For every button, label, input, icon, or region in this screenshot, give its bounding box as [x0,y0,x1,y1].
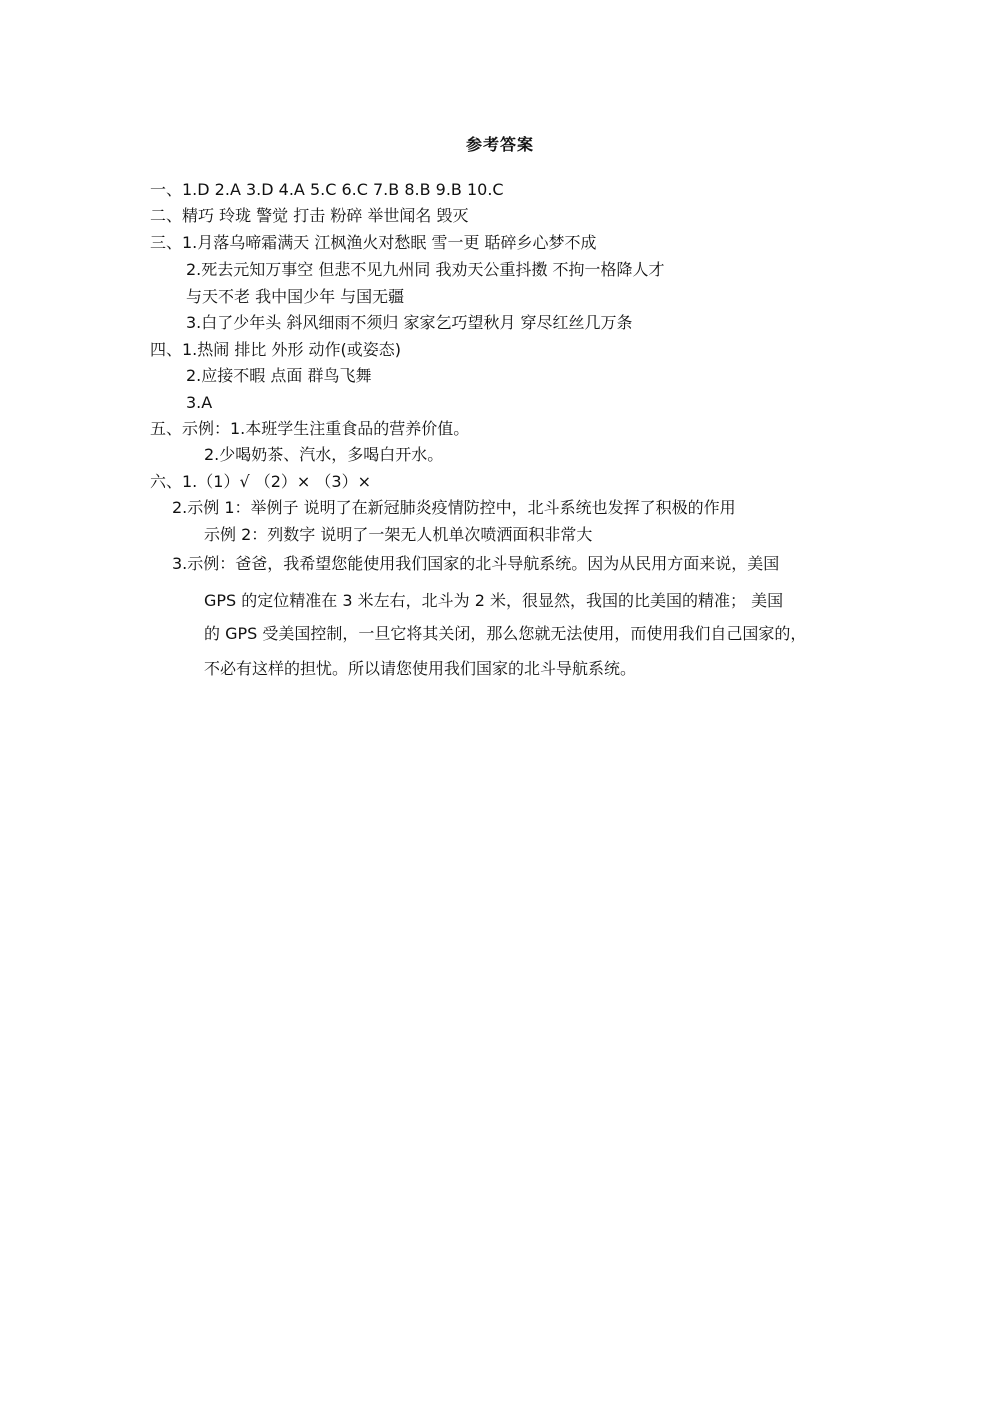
answer-line-section-5-item-2: 2.少喝奶茶、汽水，多喝白开水。 [204,445,444,464]
answer-line-section-6-item-1: 六、1.（1）√ （2）× （3）× [150,472,371,491]
answer-line-section-4-item-1: 四、1.热闹 排比 外形 动作(或姿态) [150,340,402,359]
answer-line-section-6-item-3-cont-2: 的 GPS 受美国控制，一旦它将其关闭，那么您就无法使用，而使用我们自己国家的， [204,624,807,643]
answer-line-section-6-item-2-example-2: 示例 2：列数字 说明了一架无人机单次喷洒面积非常大 [204,525,593,544]
answer-line-section-3-item-2: 2.死去元知万事空 但悲不见九州同 我劝天公重抖擞 不拘一格降人才 [186,260,665,279]
answer-line-section-5-item-1: 五、示例：1.本班学生注重食品的营养价值。 [150,419,470,438]
answer-line-section-2: 二、精巧 玲珑 警觉 打击 粉碎 举世闻名 毁灭 [150,206,469,225]
answer-line-section-4-item-3: 3.A [186,393,213,412]
answer-line-section-1: 一、1.D 2.A 3.D 4.A 5.C 6.C 7.B 8.B 9.B 10.C [150,180,504,199]
answer-line-section-4-item-2: 2.应接不暇 点面 群鸟飞舞 [186,366,372,385]
answer-line-section-3-item-3: 3.白了少年头 斜风细雨不须归 家家乞巧望秋月 穿尽红丝几万条 [186,313,633,332]
answer-line-section-3-item-2-cont: 与天不老 我中国少年 与国无疆 [186,287,405,306]
answer-line-section-6-item-3-cont-1: GPS 的定位精准在 3 米左右，北斗为 2 米，很显然，我国的比美国的精准； 美国 [204,591,784,610]
answer-line-section-6-item-3-cont-3: 不必有这样的担忧。所以请您使用我们国家的北斗导航系统。 [204,659,637,678]
answer-line-section-3-item-1: 三、1.月落乌啼霜满天 江枫渔火对愁眠 雪一更 聒碎乡心梦不成 [150,233,597,252]
answer-line-section-6-item-2: 2.示例 1：举例子 说明了在新冠肺炎疫情防控中，北斗系统也发挥了积极的作用 [172,498,736,517]
page-title: 参考答案 [465,135,534,154]
answer-line-section-6-item-3: 3.示例：爸爸，我希望您能使用我们国家的北斗导航系统。因为从民用方面来说，美国 [172,554,780,573]
